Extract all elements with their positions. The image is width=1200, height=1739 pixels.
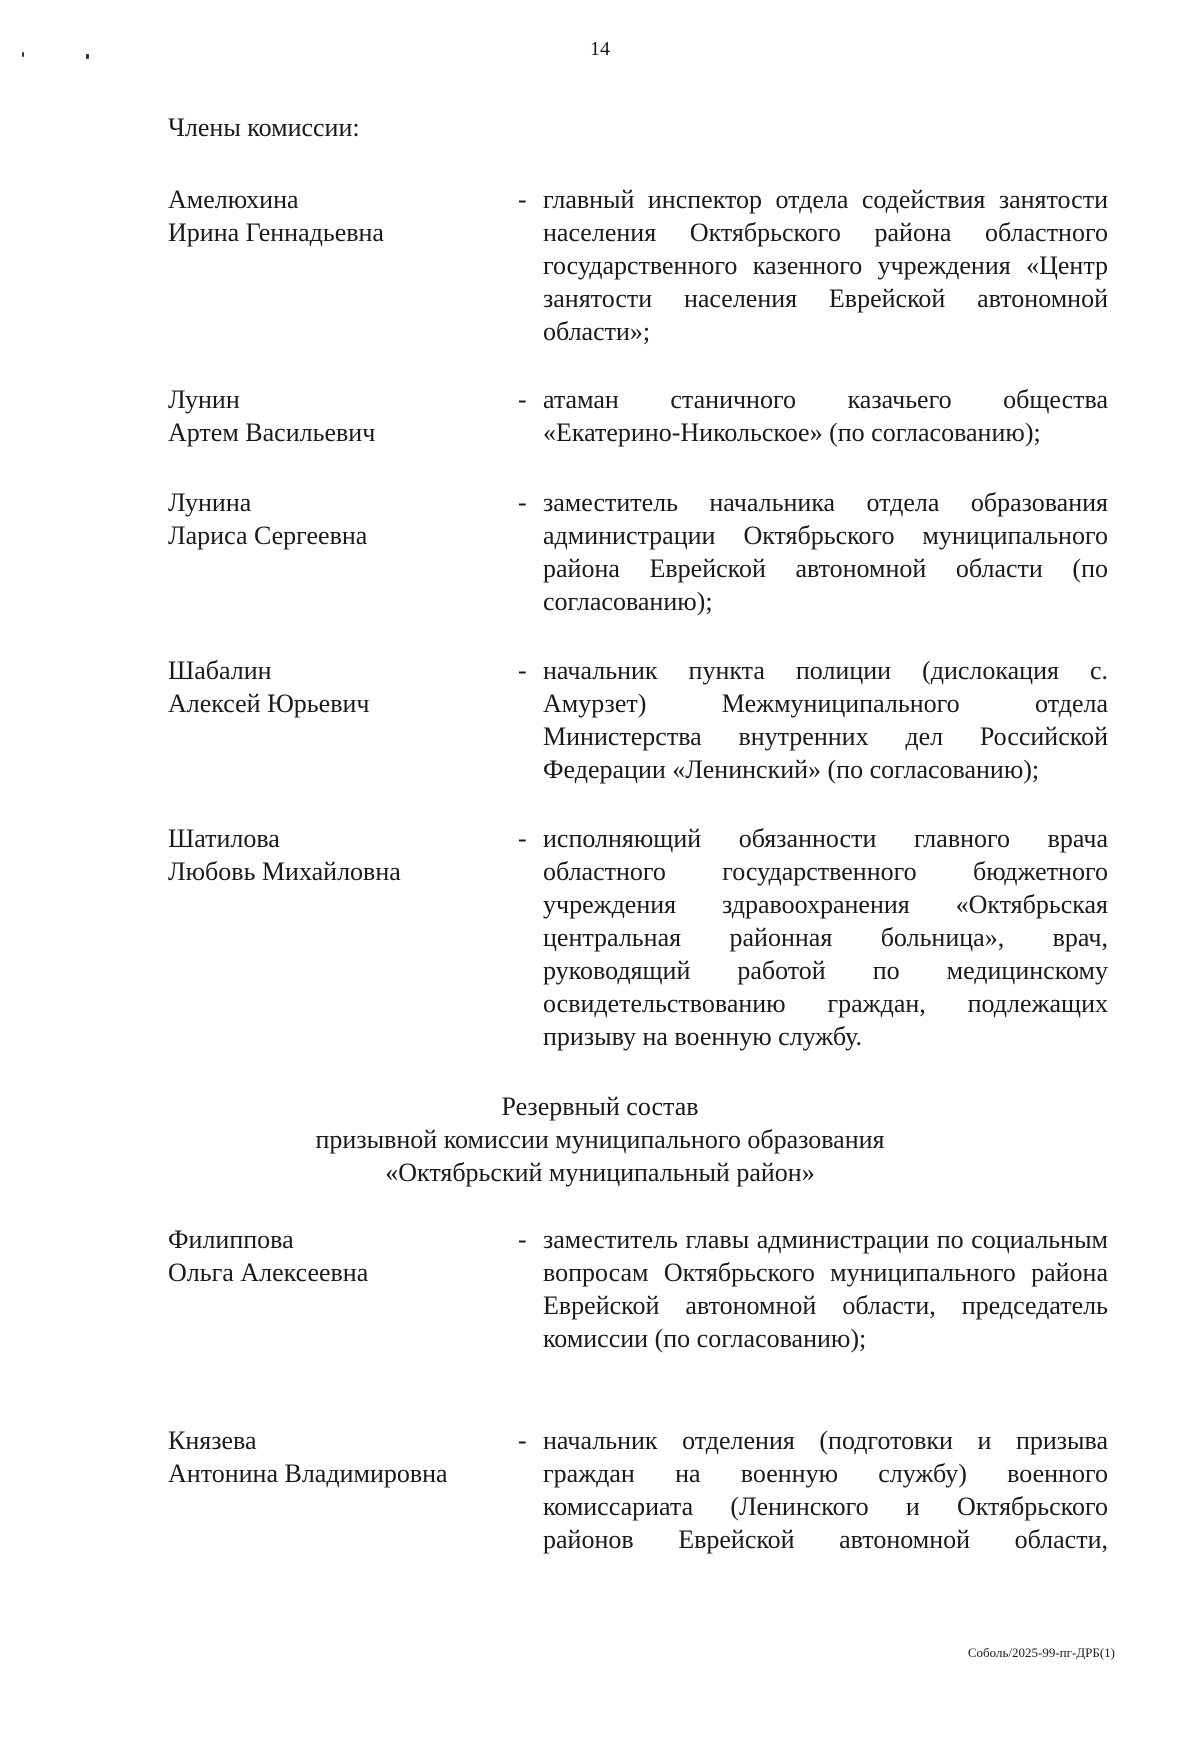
dash-separator: - bbox=[518, 656, 527, 685]
member-name bbox=[168, 383, 498, 449]
member-given-name: Ирина Геннадьевна bbox=[168, 218, 384, 247]
member-surname: Филиппова bbox=[168, 1225, 294, 1254]
reserve-heading bbox=[0, 1090, 1200, 1189]
member-description: заместитель начальника отдела образования администрации Октябрьского муниципального района Еврейской автономной области (по согласованию); bbox=[543, 488, 1108, 616]
reserve-heading-line: Резервный состав bbox=[501, 1092, 699, 1121]
member-given-name: Ольга Алексеевна bbox=[168, 1258, 369, 1287]
member-surname: Амелюхина bbox=[168, 185, 299, 214]
dash-separator: - bbox=[518, 1225, 527, 1254]
dash-separator: - bbox=[518, 385, 527, 414]
member-name bbox=[168, 654, 498, 720]
member-given-name: Алексей Юрьевич bbox=[168, 689, 370, 718]
member-description: исполняющий обязанности главного врача областного государственного бюджетного учреждения здравоохранения «Октябрьская центральная районная больница», врач, руководящий работой по медицинскому освидетельствованию граждан, подлежащих призыву на военную службу. bbox=[543, 824, 1108, 1051]
member-description: начальник пункта полиции (дислокация с. Амурзет) Межмуниципального отдела Министерства внутренних дел Российской Федерации «Ленинский» (по согласованию); bbox=[543, 656, 1108, 784]
member-description: заместитель главы администрации по социальным вопросам Октябрьского муниципального района Еврейской автономной области, председатель комиссии (по согласованию); bbox=[543, 1225, 1108, 1353]
member-name bbox=[168, 183, 498, 249]
member-description: начальник отделения (подготовки и призыва граждан на военную службу) военного комиссариата (Ленинского и Октябрьского районов Еврейской автономной области, bbox=[543, 1426, 1108, 1554]
page-number: 14 bbox=[590, 38, 610, 60]
dash-separator: - bbox=[518, 488, 527, 517]
member-name bbox=[168, 822, 498, 888]
member-given-name: Любовь Михайловна bbox=[168, 857, 401, 886]
member-description: атаман станичного казачьего общества «Екатерино-Никольское» (по согласованию); bbox=[543, 385, 1108, 447]
member-given-name: Артем Васильевич bbox=[168, 418, 376, 447]
member-given-name: Антонина Владимировна bbox=[168, 1459, 448, 1488]
member-description: главный инспектор отдела содействия занятости населения Октябрьского района областного государственного казенного учреждения «Центр занятости населения Еврейской автономной области»; bbox=[543, 185, 1108, 346]
member-surname: Лунин bbox=[168, 385, 240, 414]
member-name bbox=[168, 486, 498, 552]
dash-separator: - bbox=[518, 185, 527, 214]
members-heading: Члены комиссии: bbox=[168, 113, 360, 142]
reserve-heading-line: «Октябрьский муниципальный район» bbox=[385, 1158, 815, 1187]
member-surname: Князева bbox=[168, 1426, 257, 1455]
dash-separator: - bbox=[518, 824, 527, 853]
member-surname: Шабалин bbox=[168, 656, 272, 685]
member-surname: Шатилова bbox=[168, 824, 280, 853]
member-surname: Лунина bbox=[168, 488, 252, 517]
reserve-heading-line: призывной комиссии муниципального образования bbox=[315, 1125, 885, 1154]
document-code: Соболь/2025-99-пг-ДРБ(1) bbox=[967, 1645, 1115, 1660]
dash-separator: - bbox=[518, 1426, 527, 1455]
member-name bbox=[168, 1424, 498, 1490]
member-name bbox=[168, 1223, 498, 1289]
member-given-name: Лариса Сергеевна bbox=[168, 521, 368, 550]
